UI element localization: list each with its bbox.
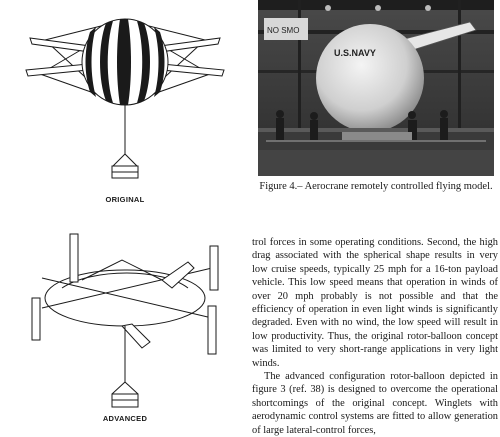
advanced-label: ADVANCED [102, 414, 148, 423]
body-paragraph-2: The advanced configuration rotor-balloon depicted in figure 3 (ref. 38) is designed to overcome the operational shortcomings of the original concept. Winglets with aerodynamic control systems are fitted to allow generation of large lateral-control forces, [252, 371, 498, 436]
photo-sign-text: NO SMO [267, 26, 300, 35]
original-aerocrane-drawing [20, 4, 230, 184]
original-label: ORIGINAL [105, 195, 145, 204]
body-paragraph-1: trol forces in some operating conditions. Second, the high drag associated with the spherical shape results in very low cruise speeds, typically 25 mph for a 16-ton payload vehicle. This low speed means that operation in winds of over 20 mph probably is not possible and that the efficiency of operation in even light winds is significantly degraded. Even with no wind, the low speed will result in low productivity. Thus, the original rotor-balloon concept was limited to very short-range applications in very light winds. [252, 237, 498, 369]
body-text [252, 236, 498, 437]
photo-navy-text: U.S.NAVY [334, 48, 376, 58]
figure-caption: Figure 4.– Aerocrane remotely controlled flying model. [259, 181, 493, 192]
advanced-aerocrane-drawing [12, 228, 238, 416]
aerocrane-photo [258, 0, 494, 176]
photo-scene [258, 0, 494, 176]
